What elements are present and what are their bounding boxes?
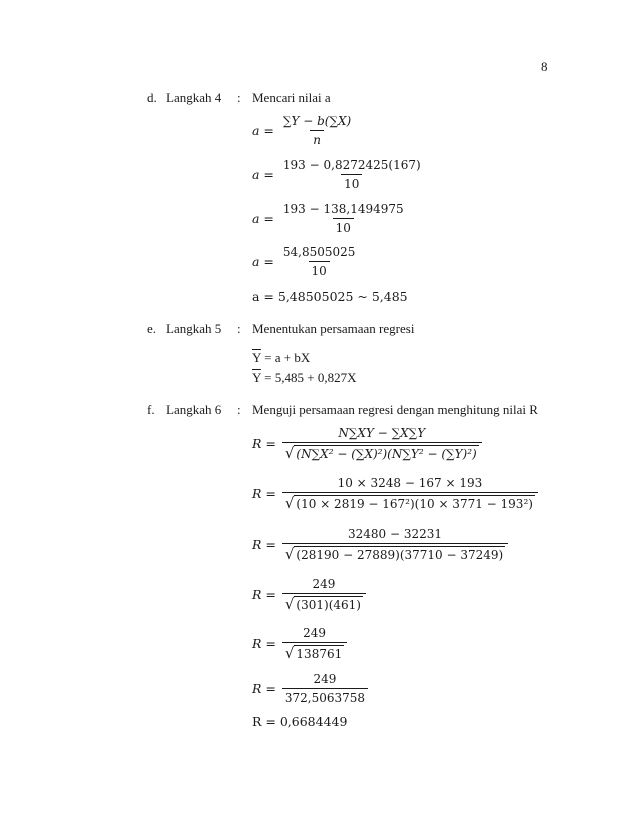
step-d-label: Langkah 4: [166, 90, 222, 105]
fraction-numerator: 32480 − 32231: [348, 527, 443, 541]
radical-sign: √: [284, 545, 295, 563]
fraction-denominator: [282, 492, 538, 511]
radicand: 138761: [296, 647, 343, 661]
equation-a-result: a = 5,48505025 ~ 5,485: [252, 289, 408, 304]
radicand: (28190 − 27889)(37710 − 37249): [296, 548, 504, 562]
equation-r-substitution: [252, 476, 538, 511]
step-e-title: Menentukan persamaan regresi: [252, 321, 415, 336]
y-hat-symbol: $\overline{Y}$: [252, 370, 261, 385]
step-f-letter: f.: [147, 402, 155, 417]
step-e-colon: :: [237, 321, 241, 336]
fraction-denominator: n: [310, 130, 324, 147]
square-root: [285, 596, 363, 612]
step-e-label: Langkah 5: [166, 321, 222, 336]
square-root: [285, 445, 479, 461]
step-d-letter: d.: [147, 90, 157, 105]
regression-equation-general: [252, 350, 310, 366]
equation-r-division: [252, 672, 368, 705]
fraction-numerator: 249: [303, 626, 326, 640]
step-f-title: Menguji persamaan regresi dengan menghitung nilai R: [252, 402, 538, 417]
fraction-numerator: N∑XY − ∑X∑Y: [338, 426, 426, 440]
regression-equation-values-rhs: = 5,485 + 0,827X: [260, 370, 357, 385]
fraction-numerator: ∑Y − b(∑X): [282, 114, 352, 128]
y-hat-symbol: $\overline{Y}$: [252, 350, 261, 365]
fraction: [280, 202, 407, 235]
fraction: [282, 426, 482, 461]
fraction: [280, 245, 359, 278]
equation-a-product: [252, 202, 407, 235]
fraction: [282, 626, 347, 661]
equation-lhs: R =: [252, 587, 276, 602]
radicand: (301)(461): [296, 598, 361, 612]
equation-lhs: a =: [252, 254, 274, 269]
radicand: (N∑X² − (∑X)²)(N∑Y² − (∑Y)²): [296, 447, 477, 461]
equation-a-difference: [252, 245, 358, 278]
equation-lhs: R =: [252, 486, 276, 501]
radical-sign: √: [284, 494, 295, 512]
equation-lhs: a =: [252, 167, 274, 182]
fraction-denominator: [282, 543, 508, 562]
fraction-denominator: [282, 442, 482, 461]
equation-a-substitution: [252, 158, 424, 191]
step-f-label: Langkah 6: [166, 402, 222, 417]
page-number: 8: [541, 59, 548, 74]
equation-r-differences: [252, 577, 366, 612]
fraction-numerator: 193 − 138,1494975: [282, 202, 404, 216]
radical-sign: √: [284, 595, 295, 613]
equation-a-formula: [252, 114, 354, 147]
fraction: [280, 114, 354, 147]
radicand: (10 × 2819 − 167²)(10 × 3771 − 193²): [296, 497, 533, 511]
fraction: [282, 672, 368, 705]
equation-lhs: a =: [252, 211, 274, 226]
step-f-colon: :: [237, 402, 241, 417]
equation-lhs: R =: [252, 537, 276, 552]
equation-r-root: [252, 626, 347, 661]
equation-r-result: R = 0,6684449: [252, 714, 348, 729]
radical-sign: √: [284, 644, 295, 662]
fraction-denominator: 372,5063758: [282, 688, 368, 705]
square-root: [285, 645, 344, 661]
fraction-numerator: 54,8505025: [282, 245, 356, 259]
fraction-denominator: 10: [309, 261, 330, 278]
equation-r-formula: [252, 426, 482, 461]
equation-lhs: R =: [252, 636, 276, 651]
fraction-numerator: 249: [313, 672, 337, 686]
regression-equation-general-rhs: = a + bX: [260, 350, 311, 365]
fraction-denominator: [282, 642, 347, 661]
fraction-denominator: 10: [341, 174, 362, 191]
square-root: [285, 495, 535, 511]
fraction-numerator: 193 − 0,8272425(167): [282, 158, 421, 172]
step-d-colon: :: [237, 90, 241, 105]
fraction-denominator: [282, 593, 366, 612]
step-e-letter: e.: [147, 321, 157, 336]
radical-sign: √: [284, 444, 295, 462]
fraction: [282, 476, 538, 511]
fraction: [280, 158, 424, 191]
square-root: [285, 546, 505, 562]
fraction: [282, 527, 508, 562]
fraction-denominator: 10: [333, 218, 354, 235]
equation-lhs: R =: [252, 681, 276, 696]
fraction-numerator: 249: [312, 577, 336, 591]
equation-r-products: [252, 527, 508, 562]
equation-lhs: a =: [252, 123, 274, 138]
fraction: [282, 577, 366, 612]
equation-lhs: R =: [252, 436, 276, 451]
regression-equation-values: [252, 370, 356, 386]
fraction-numerator: 10 × 3248 − 167 × 193: [337, 476, 483, 490]
step-d-title: Mencari nilai a: [252, 90, 331, 105]
